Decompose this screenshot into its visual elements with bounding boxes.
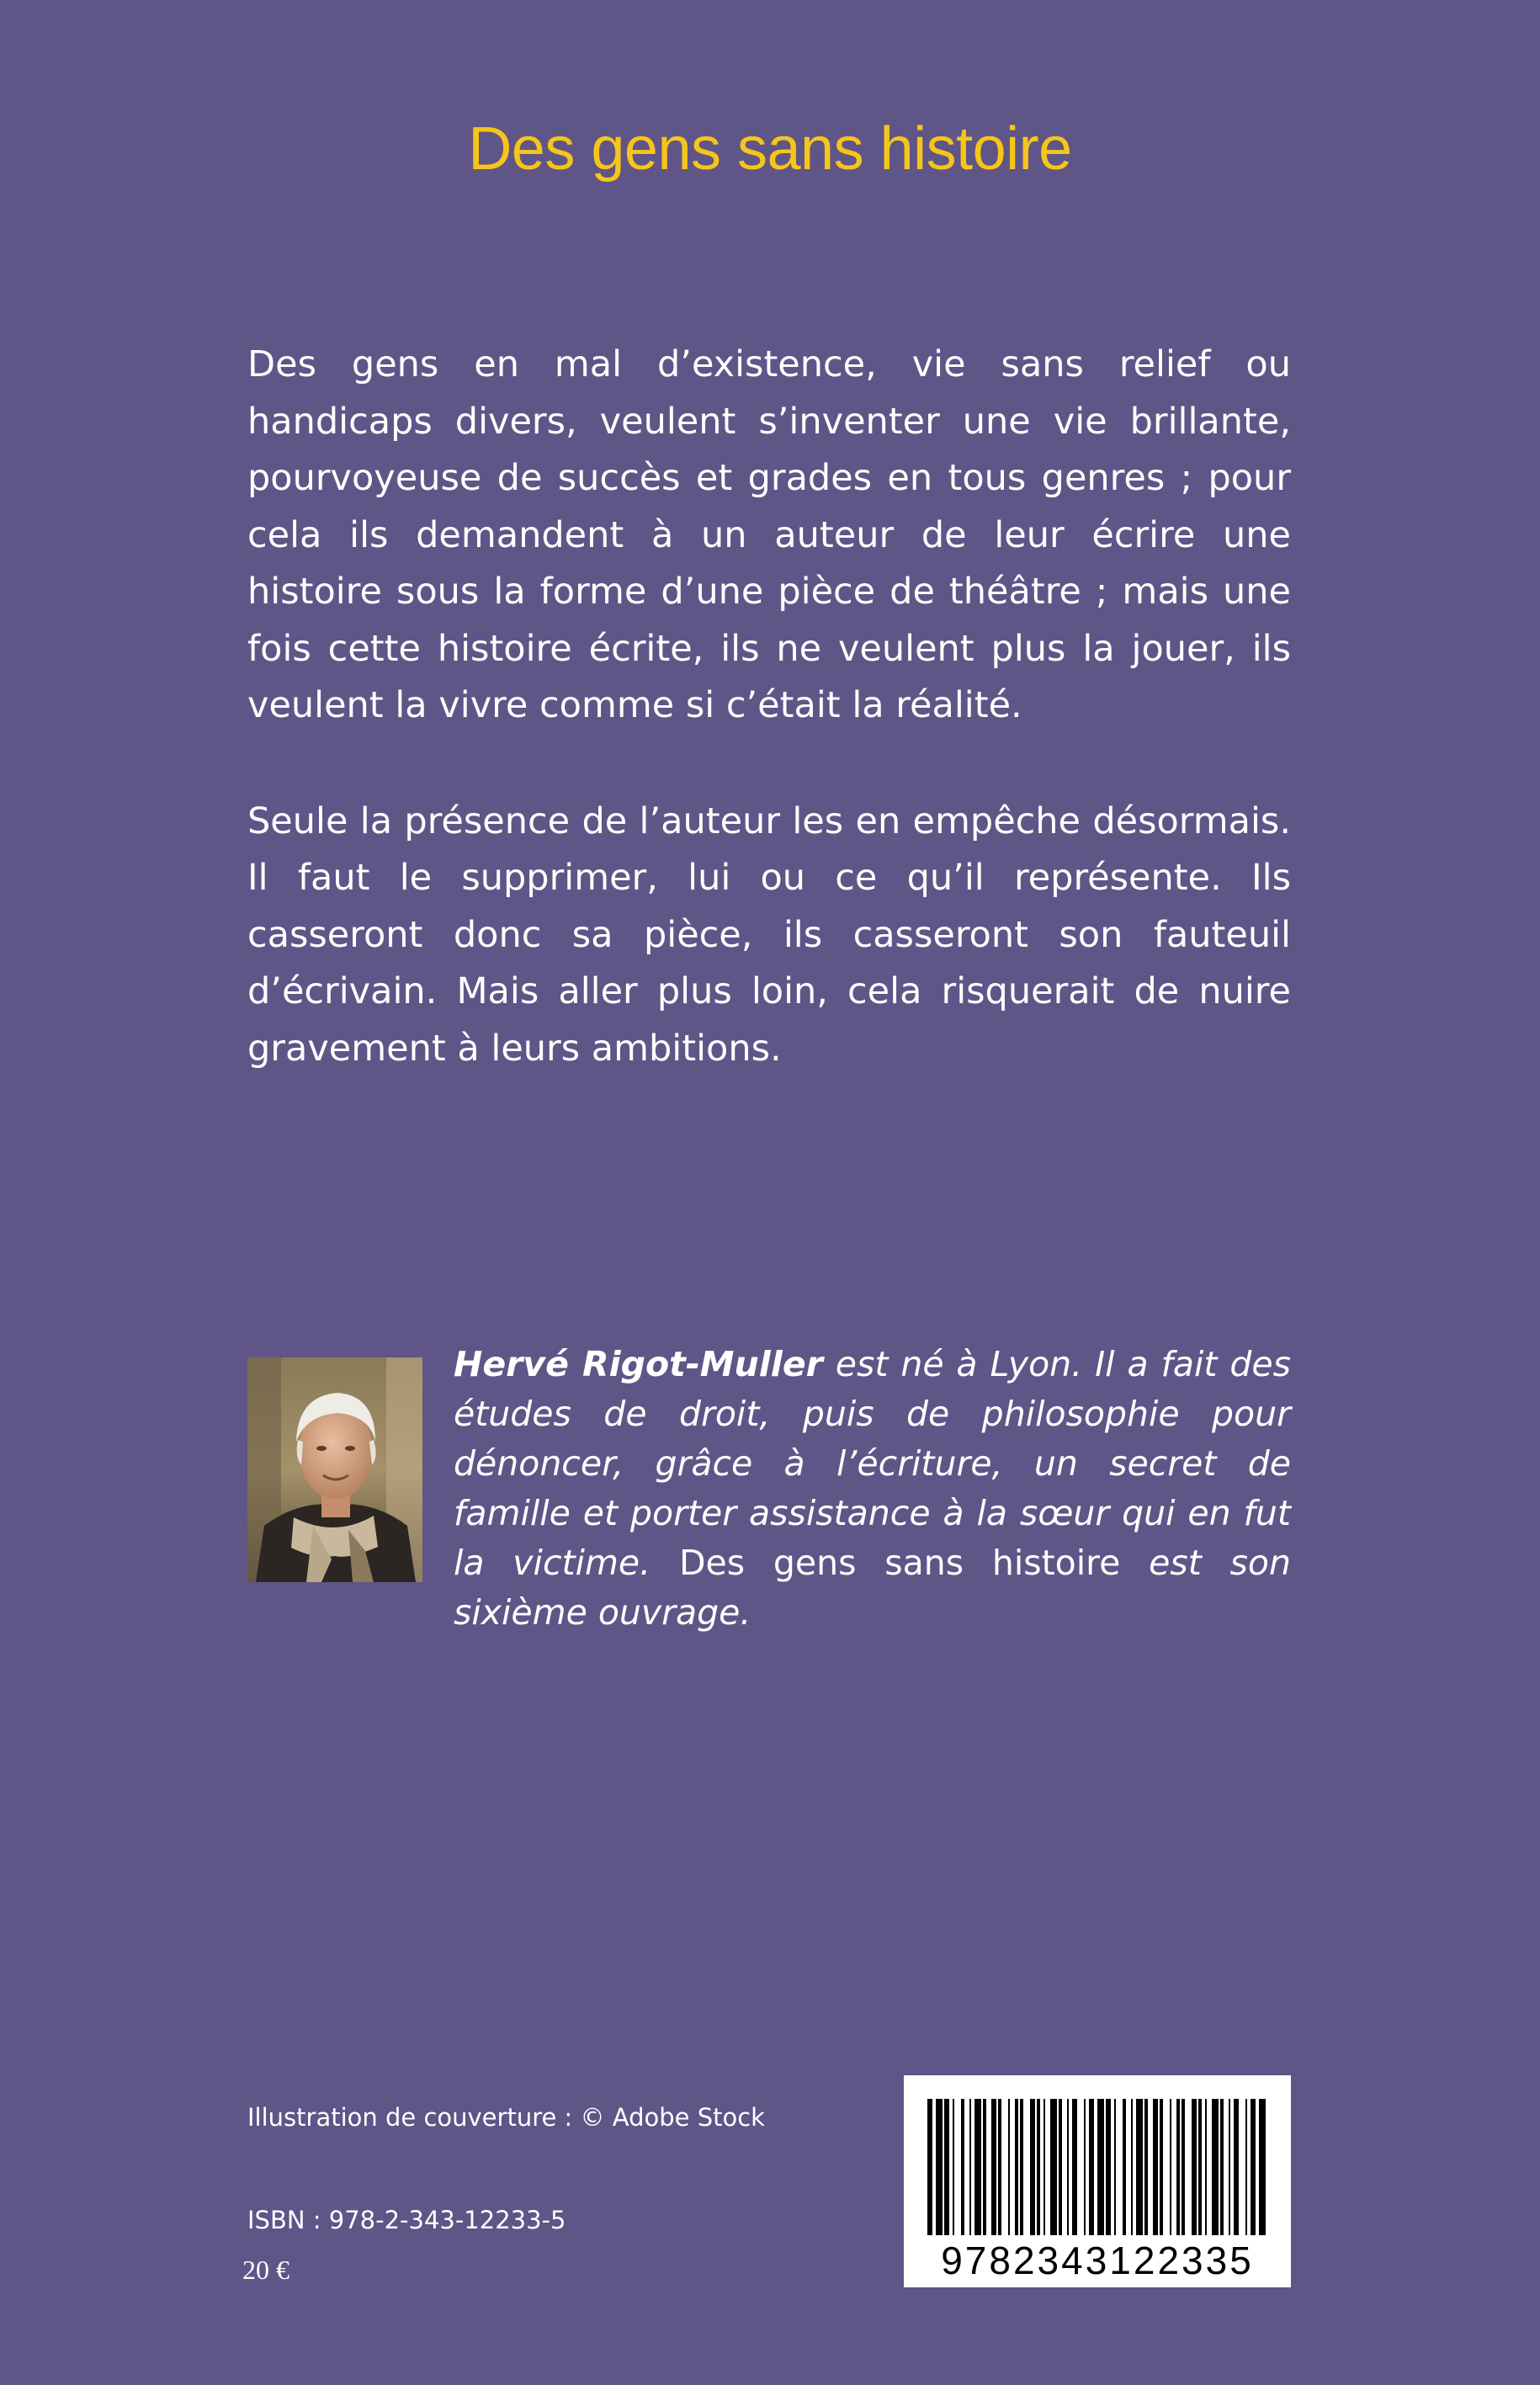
barcode-bar (998, 2099, 1001, 2235)
barcode-bar (1144, 2099, 1148, 2235)
barcode-bar (1030, 2099, 1035, 2235)
book-title: Des gens sans histoire (468, 115, 1072, 183)
barcode-bar (1015, 2099, 1018, 2235)
cover-illustration-credit: Illustration de couverture : © Adobe Stock (247, 2103, 765, 2132)
back-cover-blurb (247, 337, 1291, 1136)
bio-book-title: Des gens sans histoire (678, 1543, 1121, 1583)
barcode-bar (1259, 2099, 1266, 2235)
barcode-bar (927, 2099, 932, 2235)
barcode-bar (953, 2099, 954, 2235)
barcode-bar (1212, 2099, 1219, 2235)
price: 20 € (242, 2255, 289, 2285)
barcode-bars (927, 2099, 1266, 2235)
barcode-bar (1106, 2099, 1111, 2235)
barcode-bar (1123, 2099, 1126, 2235)
barcode-bar (1136, 2099, 1143, 2235)
author-bio (454, 1340, 1291, 1638)
barcode-bar (1160, 2099, 1163, 2235)
barcode-bar (1043, 2099, 1045, 2235)
barcode-bar (974, 2099, 981, 2235)
barcode-bar (1084, 2099, 1086, 2235)
barcode-bar (983, 2099, 986, 2235)
barcode-bar (1220, 2099, 1224, 2235)
barcode-bar (1050, 2099, 1057, 2235)
barcode-bar (1059, 2099, 1062, 2235)
barcode-bar (1114, 2099, 1116, 2235)
barcode-bar (1205, 2099, 1207, 2235)
barcode-bar (1198, 2099, 1202, 2235)
barcode-bar (991, 2099, 996, 2235)
barcode-bar (1089, 2099, 1094, 2235)
barcode-digits: 9782343122335 (941, 2239, 1254, 2282)
isbn: ISBN : 978-2-343-12233-5 (247, 2206, 566, 2234)
barcode-bar (969, 2099, 971, 2235)
barcode-bar (1067, 2099, 1069, 2235)
author-bio-text-end: est son sixième ouvrage. (454, 1543, 1291, 1633)
barcode-bar (1020, 2099, 1023, 2235)
isbn-barcode (904, 2075, 1291, 2287)
barcode-bar (1251, 2099, 1256, 2235)
barcode-bar (1170, 2099, 1171, 2235)
author-name: Hervé Rigot-Muller (454, 1344, 823, 1384)
barcode-bar (1037, 2099, 1040, 2235)
barcode-bar (1153, 2099, 1158, 2235)
barcode-bar (936, 2099, 943, 2235)
barcode-bar (1131, 2099, 1133, 2235)
barcode-bar (1176, 2099, 1180, 2235)
barcode-bar (1072, 2099, 1077, 2235)
author-bio-text: est né à Lyon. Il a fait des études de droit, puis de philosophie pour dénoncer, grâce à l’écriture, un secret de famille et porter assistance à la sœur qui en fut la victime. (454, 1344, 1291, 1583)
barcode-bar (1245, 2099, 1247, 2235)
barcode-bar (944, 2099, 949, 2235)
blurb-paragraph: Des gens en mal d’existence, vie sans relief ou handicaps divers, veulent s’inventer une vie brillante, pourvoyeuse de succès et grades en tous genres ; pour cela ils demandent à un auteur de leur écrire une histoire sous la forme d’une pièce de théâtre ; mais une fois cette histoire écrite, ils ne veulent plus la jouer, ils veulent la vivre comme si c’était la réalité. (247, 343, 1291, 726)
author-photo (247, 1357, 422, 1582)
barcode-bar (1192, 2099, 1197, 2235)
barcode-bar (1234, 2099, 1239, 2235)
barcode-bar (1008, 2099, 1010, 2235)
barcode-bar (961, 2099, 964, 2235)
barcode-bar (1229, 2099, 1230, 2235)
barcode-bar (1182, 2099, 1185, 2235)
blurb-paragraph: Seule la présence de l’auteur les en empêche désormais. Il faut le supprimer, lui ou ce qu’il représente. Ils casseront donc sa pièce, ils casseront son fauteuil d’écrivain. Mais aller plus loin, cela risquerait de nuire gravement à leurs ambitions. (247, 799, 1291, 1070)
barcode-bar (1097, 2099, 1104, 2235)
